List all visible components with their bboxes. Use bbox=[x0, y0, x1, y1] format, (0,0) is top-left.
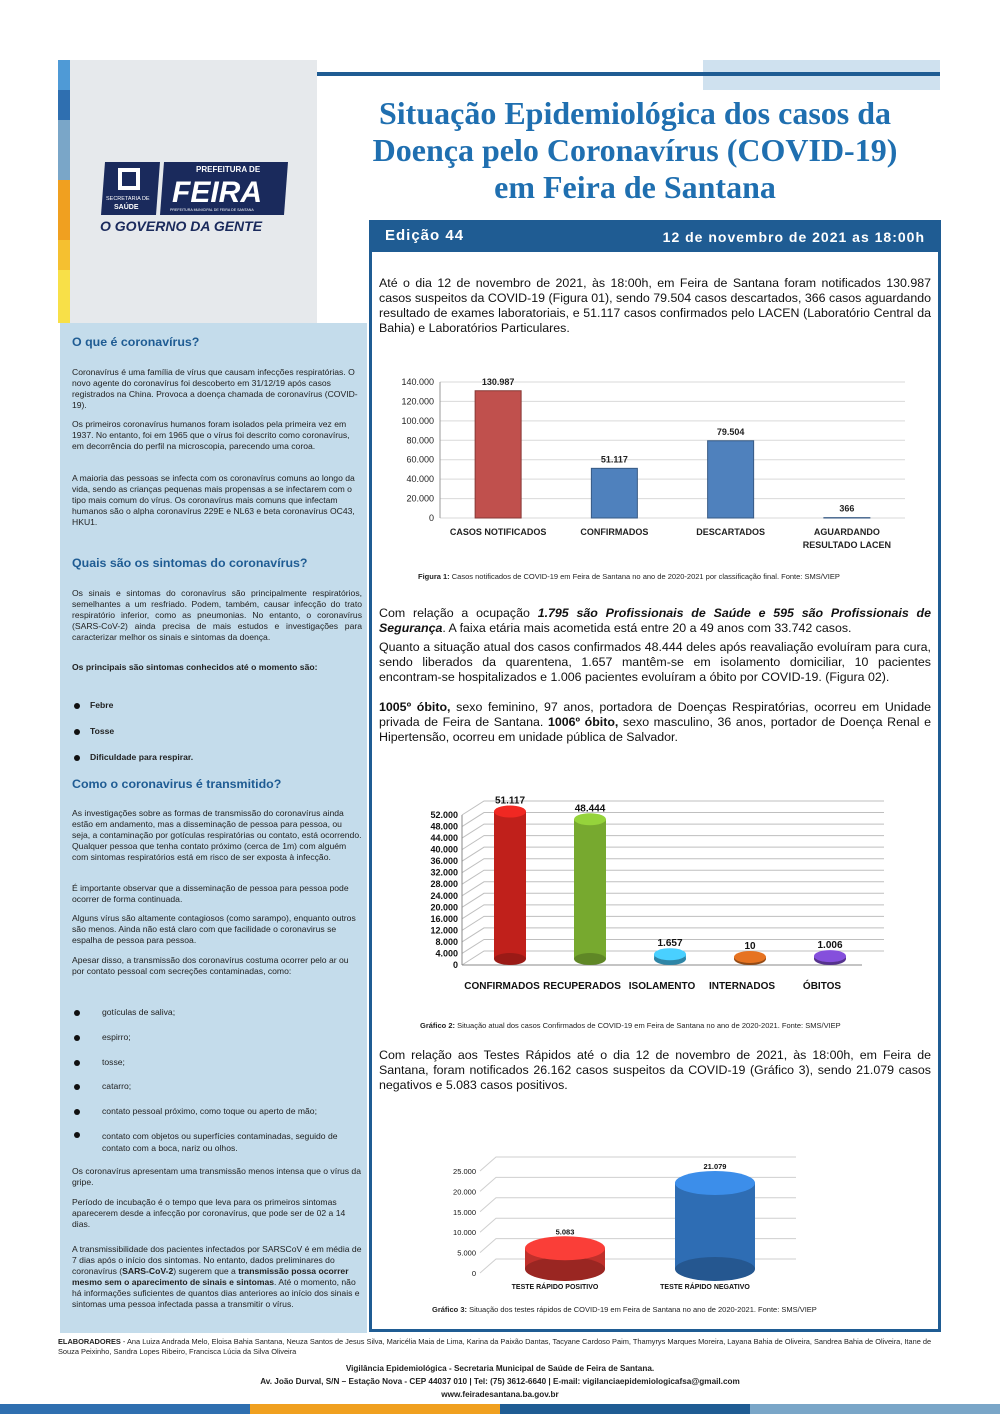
gridline bbox=[480, 1157, 796, 1171]
symptom-label: Dificuldade para respirar. bbox=[90, 752, 194, 762]
y-tick-label: 52.000 bbox=[430, 810, 458, 820]
x-tick-label: TESTE RÁPIDO NEGATIVO bbox=[660, 1284, 750, 1291]
data-label: 1.006 bbox=[817, 940, 843, 952]
stripe-light-yellow bbox=[58, 270, 70, 323]
footer-line-2: Av. João Durval, S/N – Estação Nova - CEP 44037 010 | Tel: (75) 3612-6640 | E-mail: vigilanciaepidemiologicafsa@gmail.com bbox=[260, 1377, 740, 1386]
y-tick-label: 32.000 bbox=[430, 867, 458, 878]
bullet-icon bbox=[74, 729, 80, 735]
logo-prefeitura: PREFEITURA DE bbox=[196, 165, 261, 174]
title-line-3: em Feira de Santana bbox=[494, 169, 776, 205]
bar-base bbox=[675, 1257, 755, 1281]
logo-feira: FEIRA bbox=[172, 176, 262, 209]
bullet-icon bbox=[74, 1132, 80, 1138]
occupation-paragraph bbox=[379, 606, 931, 636]
p12-part-d: transmissão possa ocorrer mesmo sem o aparecimento de sinais e sintomas bbox=[72, 1266, 349, 1287]
y-tick-label: 8.000 bbox=[435, 936, 458, 947]
p12-part-e: . Até o momento, não há informações suficientes de quantos dias anteriores ao início dos sinais e sintomas uma pessoa infectada passa a transmitir o vírus. bbox=[72, 1277, 360, 1309]
y-tick-label: 20.000 bbox=[453, 1187, 476, 1197]
bar bbox=[574, 819, 606, 959]
stripe-blue-dark bbox=[58, 90, 70, 120]
sidebar-text-5: Os principais são sintomas conhecidos até o momento são: bbox=[72, 662, 318, 672]
p2-part-a: Com relação a ocupação bbox=[379, 606, 538, 620]
data-label: 10 bbox=[744, 941, 756, 952]
stripe-steel bbox=[58, 120, 70, 180]
transmission-label: tosse; bbox=[102, 1057, 125, 1067]
symptom-label: Febre bbox=[90, 700, 114, 710]
y-tick-label: 28.000 bbox=[430, 879, 458, 890]
header-accent-dark bbox=[315, 72, 940, 76]
x-tick-label: CONFIRMADOS bbox=[464, 981, 540, 992]
authors-text: - Ana Luiza Andrada Melo, Eloisa Bahia Santana, Neuza Santos de Jesus Silva, Maricélia Maia de Lima, Karina da Paixão Dantas, Tacyane Cardoso Paim, Thamyrys Marques Moreira, Layana Bahia de Oliveira, Sandrea Bahia de Oliveira, Itane de Souza Peixinho, Sandra Lopes Ribeiro, Francisca Lúcia da Silva Oliveira bbox=[58, 1337, 932, 1356]
figure-1-chart bbox=[385, 370, 930, 560]
sidebar-heading-symptoms: Quais são os sintomas do coronavírus? bbox=[72, 556, 308, 570]
edition-number: Edição 44 bbox=[385, 227, 465, 244]
bar-base bbox=[494, 953, 526, 965]
y-tick-label: 40.000 bbox=[430, 844, 458, 855]
data-label: 48.444 bbox=[574, 803, 606, 815]
figure-1-caption-label: Figura 1: bbox=[418, 572, 450, 581]
transmission-label: contato pessoal próximo, como toque ou aperto de mão; bbox=[102, 1106, 317, 1116]
death-1-text: sexo feminino, 97 anos, portadora de Doenças Respiratórias, ocorreu em Unidade privada de Feira de Santana. bbox=[379, 700, 931, 729]
figure-1-caption bbox=[418, 572, 840, 581]
bar-top bbox=[734, 951, 766, 963]
p12-part-a: A transmissibilidade dos pacientes infectados por SARSCoV é em média de 7 dias após o início dos sintomas. No entanto, dados preliminares do coronavírus ( bbox=[72, 1244, 362, 1276]
y-tick-label: 0 bbox=[452, 960, 458, 970]
y-tick-label: 44.000 bbox=[430, 833, 458, 844]
bottom-bar-4 bbox=[750, 1404, 1000, 1414]
bar-top bbox=[494, 806, 526, 818]
edition-bar bbox=[369, 220, 941, 252]
footer-authors bbox=[58, 1337, 948, 1357]
y-tick-label: 100.000 bbox=[401, 415, 434, 426]
bottom-bar-2 bbox=[250, 1404, 500, 1414]
transmission-item bbox=[74, 1106, 317, 1116]
data-label: 130.987 bbox=[481, 376, 515, 387]
x-tick-label: ISOLAMENTO bbox=[628, 981, 696, 992]
p2-part-c: . A faixa etária mais acometida está entre 20 a 49 anos com 33.742 casos. bbox=[442, 621, 852, 635]
x-tick-label: RESULTADO LACEN bbox=[802, 540, 891, 550]
deaths-paragraph bbox=[379, 700, 931, 745]
transmission-item bbox=[74, 1007, 175, 1017]
sidebar-text-10: Os coronavírus apresentam uma transmissão menos intensa que o vírus da gripe. bbox=[72, 1166, 361, 1187]
y-tick-label: 10.000 bbox=[453, 1228, 476, 1238]
data-label: 5.083 bbox=[555, 1227, 575, 1237]
figure-2-chart bbox=[400, 785, 900, 995]
figure-1-caption-text: Casos notificados de COVID-19 em Feira de Santana no ano de 2020-2021 por classificação final. Fonte: SMS/VIEP bbox=[449, 572, 840, 581]
transmission-item bbox=[74, 1057, 125, 1067]
p12-part-b: SARS-CoV-2 bbox=[122, 1266, 174, 1276]
bullet-icon bbox=[74, 1010, 80, 1016]
x-tick-label: TESTE RÁPIDO POSITIVO bbox=[511, 1284, 599, 1291]
bullet-icon bbox=[74, 703, 80, 709]
data-label: 366 bbox=[839, 503, 855, 514]
y-tick-label: 0 bbox=[428, 513, 434, 523]
death-2-text: sexo masculino, 36 anos, portador de Doença Renal e Hipertensão, ocorreu em unidade pública de Salvador. bbox=[379, 715, 931, 744]
symptom-item bbox=[74, 700, 113, 710]
figure-2-caption-text: Situação atual dos casos Confirmados de COVID-19 em Feira de Santana no ano de 2020-2021. Fonte: SMS/VIEP bbox=[455, 1021, 841, 1030]
y-tick-label: 36.000 bbox=[430, 856, 458, 867]
rapid-tests-paragraph: Com relação aos Testes Rápidos até o dia 12 de novembro de 2021, às 18:00h, em Feira de Santana, foram notificados 26.162 casos suspeitos da COVID-19 (Gráfico 3), sendo 21.079 casos negativos e 5.083 casos positivos. bbox=[379, 1048, 931, 1092]
bar-top bbox=[654, 948, 686, 960]
figure-3-caption bbox=[432, 1305, 817, 1314]
bar-base bbox=[574, 953, 606, 965]
sidebar-heading-what: O que é coronavírus? bbox=[72, 335, 200, 349]
bar bbox=[494, 812, 526, 959]
y-tick-label: 12.000 bbox=[430, 925, 458, 936]
y-tick-label: 15.000 bbox=[453, 1207, 476, 1217]
logo-saude: SAÚDE bbox=[114, 204, 139, 211]
logo-subtitle: PREFEITURA MUNICIPAL DE FEIRA DE SANTANA bbox=[170, 208, 254, 212]
logo-secretaria: SECRETARIA DE bbox=[106, 196, 150, 202]
data-label: 51.117 bbox=[600, 454, 628, 465]
sidebar-text-1: Coronavírus é uma família de vírus que causam infecções respiratórias. O novo agente do coronavírus foi descoberto em 31/12/19 após casos registrados na China. Provoca a doença chamada de coronavírus (COVID-19). bbox=[72, 367, 358, 410]
page-title bbox=[330, 95, 940, 206]
logo-slogan: O GOVERNO DA GENTE bbox=[100, 218, 263, 234]
sidebar-text-6: As investigações sobre as formas de transmissão do coronavírus ainda estão em andamento, mas a disseminação de pessoa para pessoa, ou seja, a contaminação por gotículas respiratórias ou contato, está ocorrendo. Qualquer pessoa que tenha contato próximo (cerca de 1m) com alguém com sintomas respiratórios está em risco de ser exposta à infecção. bbox=[72, 808, 362, 862]
bullet-icon bbox=[74, 1060, 80, 1066]
title-line-1: Situação Epidemiológica dos casos da bbox=[378, 95, 892, 131]
prefeitura-logo bbox=[100, 160, 290, 234]
y-tick-label: 24.000 bbox=[430, 890, 458, 901]
y-tick-label: 25.000 bbox=[453, 1167, 476, 1176]
y-tick-label: 140.000 bbox=[401, 377, 434, 387]
authors-label: ELABORADORES bbox=[58, 1337, 121, 1346]
transmission-label: gotículas de saliva; bbox=[102, 1007, 176, 1017]
bar-base bbox=[525, 1257, 605, 1281]
transmission-item bbox=[74, 1081, 131, 1091]
bar bbox=[591, 468, 637, 518]
data-label: 79.504 bbox=[716, 426, 745, 437]
footer-line-1: Vigilância Epidemiológica - Secretaria Municipal de Saúde de Feira de Santana. bbox=[345, 1364, 655, 1373]
figure-2-caption bbox=[420, 1021, 841, 1030]
y-tick-label: 60.000 bbox=[406, 454, 434, 465]
stripe-orange bbox=[58, 180, 70, 240]
y-tick-label: 80.000 bbox=[406, 435, 434, 446]
sidebar-text-8: Alguns vírus são altamente contagiosos (como sarampo), enquanto outros são menos. Ainda não está claro com que facilidade o coronavirus se espalha de pessoa para pessoa. bbox=[72, 913, 356, 945]
transmission-item bbox=[74, 1032, 131, 1042]
x-tick-label: ÓBITOS bbox=[802, 981, 842, 992]
symptom-item bbox=[74, 726, 114, 736]
edition-date: 12 de novembro de 2021 as 18:00h bbox=[662, 229, 925, 245]
sidebar-text-7: É importante observar que a disseminação de pessoa para pessoa pode ocorrer de forma continuada. bbox=[72, 883, 349, 904]
bottom-bar-1 bbox=[0, 1404, 250, 1414]
death-1-label: 1005º óbito, bbox=[379, 700, 451, 714]
figure-3-caption-label: Gráfico 3: bbox=[432, 1305, 468, 1314]
y-tick-label: 20.000 bbox=[430, 902, 458, 913]
sidebar-text-12 bbox=[72, 1244, 362, 1310]
bar-top bbox=[574, 813, 606, 825]
x-tick-label: CASOS NOTIFICADOS bbox=[449, 527, 547, 537]
y-tick-label: 5.000 bbox=[457, 1248, 476, 1258]
transmission-label: catarro; bbox=[102, 1081, 132, 1091]
intro-paragraph: Até o dia 12 de novembro de 2021, às 18:00h, em Feira de Santana foram notificados 130.987 casos suspeitos da COVID-19 (Figura 01), sendo 79.504 casos descartados, 366 casos aguardando resultado de exames laboratoriais, e 51.117 casos confirmados pelo LACEN (Laboratório Central da Bahia) e Laboratórios Particulares. bbox=[379, 276, 931, 335]
data-label: 21.079 bbox=[703, 1161, 727, 1171]
x-tick-label: DESCARTADOS bbox=[696, 527, 766, 537]
data-label: 51.117 bbox=[494, 795, 526, 807]
bar-top bbox=[814, 950, 846, 962]
y-tick-label: 20.000 bbox=[406, 493, 434, 504]
transmission-item bbox=[74, 1130, 362, 1154]
bar bbox=[675, 1183, 755, 1269]
bullet-icon bbox=[74, 755, 80, 761]
footer-website[interactable]: www.feiradesantana.ba.gov.br bbox=[441, 1390, 559, 1399]
bullet-icon bbox=[74, 1084, 80, 1090]
sidebar-text-2: Os primeiros coronavírus humanos foram isolados pela primeira vez em 1937. No entanto, foi em 1965 que o vírus foi descrito como coronavírus, em decorrência do perfil na microscopia, parecendo uma coroa. bbox=[72, 419, 350, 451]
bar-top bbox=[525, 1236, 605, 1260]
bottom-bar-3 bbox=[500, 1404, 750, 1414]
figure-2-caption-label: Gráfico 2: bbox=[420, 1021, 456, 1030]
y-tick-label: 48.000 bbox=[430, 821, 458, 832]
bar bbox=[475, 391, 521, 518]
sidebar-heading-transmission: Como o coronavirus é transmitido? bbox=[72, 777, 282, 791]
y-tick-label: 4.000 bbox=[435, 948, 458, 959]
y-tick-label: 16.000 bbox=[430, 913, 458, 924]
bar bbox=[708, 441, 754, 518]
bar-top bbox=[675, 1171, 755, 1195]
sidebar-text-11: Período de incubação é o tempo que leva para os primeiros sintomas aparecerem desde a infecção por coronavírus, que pode ser de 02 a 14 dias. bbox=[72, 1197, 346, 1229]
y-tick-label: 120.000 bbox=[401, 396, 434, 407]
x-tick-label: AGUARDANDO bbox=[813, 527, 880, 537]
sidebar-text-4: Os sinais e sintomas do coronavírus são principalmente respiratórios, semelhantes a um resfriado. Podem, também, causar infecção do trato respiratório inferior, como as pneumonias. No entanto, o coronavírus (SARS-CoV-2) ainda precisa de mais estudos e investigações para caracterizar melhor os sinais e sintomas da doença. bbox=[72, 588, 362, 642]
data-label: 1.657 bbox=[657, 938, 683, 950]
y-tick-label: 40.000 bbox=[406, 474, 434, 485]
death-2-label: 1006º óbito, bbox=[547, 715, 619, 729]
sidebar-text-9: Apesar disso, a transmissão dos coronavírus costuma ocorrer pelo ar ou por contato pessoal com secreções contaminadas, como: bbox=[72, 955, 349, 976]
stripe-yellow bbox=[58, 240, 70, 270]
transmission-label: contato com objetos ou superfícies contaminadas, seguido de contato com a boca, nariz ou olhos. bbox=[102, 1131, 338, 1153]
bullet-icon bbox=[74, 1035, 80, 1041]
x-tick-label: CONFIRMADOS bbox=[580, 527, 649, 537]
p2-part-b: 1.795 são Profissionais de Saúde e 595 são Profissionais de Segurança bbox=[379, 606, 931, 635]
logo-graphic bbox=[100, 160, 290, 234]
transmission-label: espirro; bbox=[102, 1032, 131, 1042]
stripe-blue bbox=[58, 60, 70, 90]
x-tick-label: RECUPERADOS bbox=[543, 981, 621, 992]
sidebar-text-3: A maioria das pessoas se infecta com os coronavírus comuns ao longo da vida, sendo as crianças pequenas mais propensas a se infectarem com o tipo mais comum do vírus. Os coronavírus mais comuns que infectam humanos são o alpha coronavírus 229E e NL63 e beta coronavírus OC43, HKU1. bbox=[72, 473, 355, 527]
bullet-icon bbox=[74, 1109, 80, 1115]
y-tick-label: 0 bbox=[471, 1269, 476, 1278]
x-tick-label: INTERNADOS bbox=[708, 981, 776, 992]
symptom-label: Tosse bbox=[90, 726, 115, 736]
p12-part-c: ) sugerem que a bbox=[173, 1266, 239, 1276]
status-paragraph: Quanto a situação atual dos casos confirmados 48.444 deles após reavaliação evoluíram para cura, sendo liberados da quarentena, 1.657 mantêm-se em isolamento domiciliar, 10 pacientes encontram-se hospitalizados e 1.006 pacientes evoluíram a óbito por COVID-19. (Figura 02). bbox=[379, 640, 931, 684]
figure-3-chart bbox=[430, 1135, 830, 1295]
title-line-2: Doença pelo Coronavírus (COVID-19) bbox=[372, 132, 898, 168]
symptom-item bbox=[74, 752, 193, 762]
figure-3-caption-text: Situação dos testes rápidos de COVID-19 em Feira de Santana no ano de 2020-2021. Fonte: SMS/VIEP bbox=[467, 1305, 817, 1314]
